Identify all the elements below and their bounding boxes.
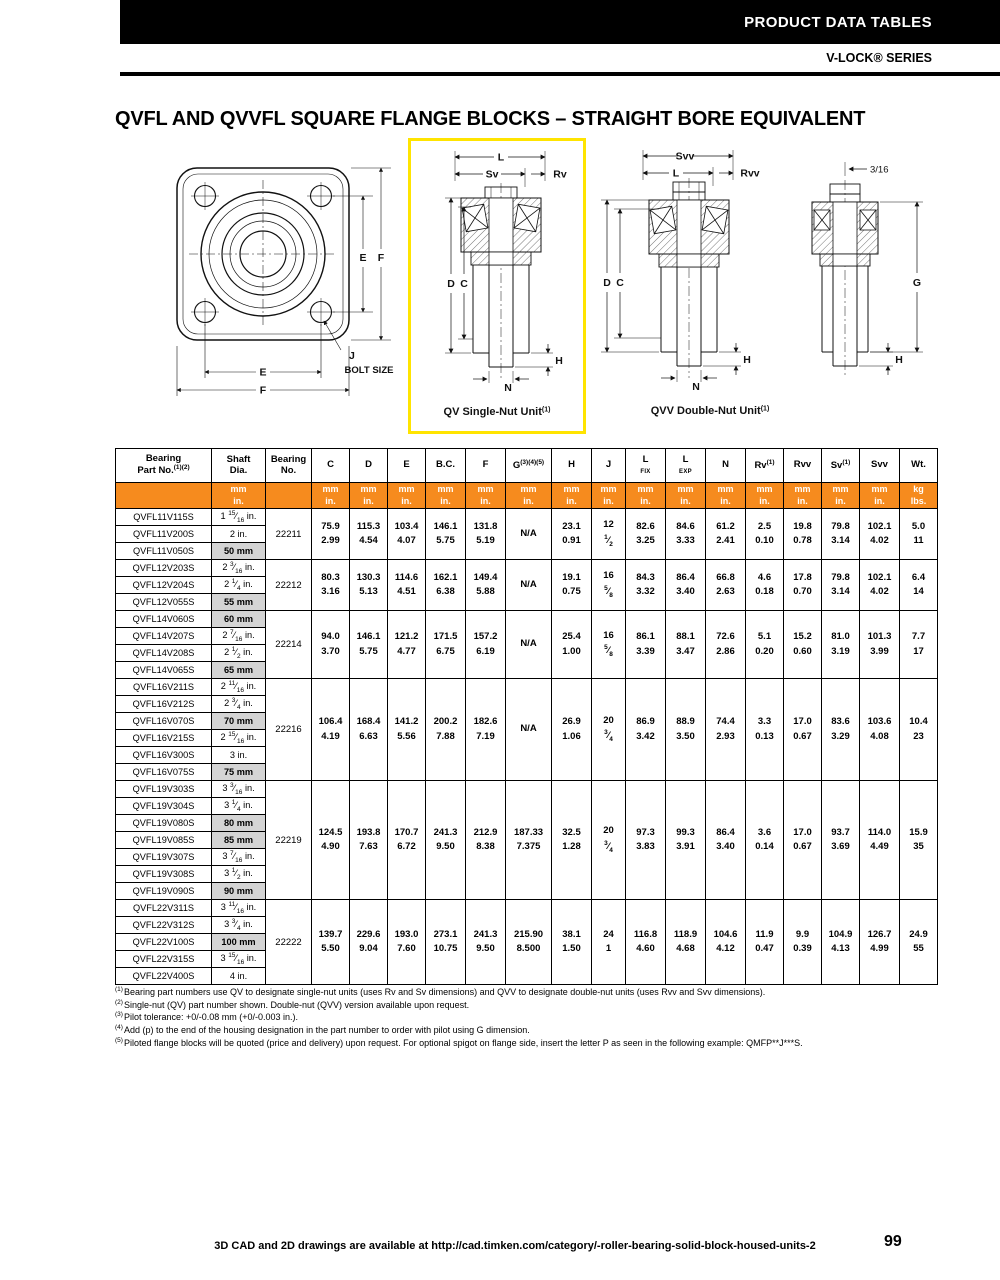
dim-Rv: 5.1 0.20 [746,611,784,679]
shaft-dia: 2 $^1⁄_2$ in. [212,645,266,662]
unit-header-N: mm in. [706,483,746,509]
top-bar-title: PRODUCT DATA TABLES [744,13,932,31]
dim-label-h4: H [895,354,903,366]
dim-D: 146.1 5.75 [350,611,388,679]
dim-E: 193.0 7.60 [388,900,426,985]
single-nut-caption: QV Single-Nut Unit$^{(1)}$ [443,406,551,418]
dim-G: 215.90 8.500 [506,900,552,985]
shaft-dia: 2 $^7⁄_{16}$ in. [212,628,266,645]
series-label: V-LOCK® SERIES [826,51,932,65]
top-black-bar [120,0,1000,44]
dim-E: 170.7 6.72 [388,781,426,900]
col-header-N: N [706,449,746,483]
col-header-G: $G^{(3)(4)(5)}$ [506,449,552,483]
dim-label-j: J [349,350,355,362]
dim-label-g: G [912,277,922,289]
double-nut-drawing [601,150,923,382]
dim-Wt: 7.7 17 [900,611,938,679]
shaft-dia: 2 $^{11}⁄_{16}$ in. [212,679,266,696]
dim-H: 32.5 1.28 [552,781,592,900]
dim-Lexp: 88.1 3.47 [666,611,706,679]
dim-Lfix: 86.9 3.42 [626,679,666,781]
dim-H: 25.4 1.00 [552,611,592,679]
col-header-Wt: Wt. [900,449,938,483]
flange-dimension-lines [177,168,391,396]
dim-F: 149.4 5.88 [466,560,506,611]
shaft-dia: 100 mm [212,934,266,951]
dim-C: 75.9 2.99 [312,509,350,560]
shaft-dia: 3 $^3⁄_4$ in. [212,917,266,934]
dim-Lfix: 116.8 4.60 [626,900,666,985]
dim-G: 187.33 7.375 [506,781,552,900]
dim-Wt: 5.0 11 [900,509,938,560]
part-number: QVFL11V200S [116,526,212,543]
part-number: QVFL16V075S [116,764,212,781]
part-number: QVFL19V304S [116,798,212,815]
dim-Rvv: 15.2 0.60 [784,611,822,679]
dim-label-n2: N [692,381,700,393]
bolt-size-label: BOLT SIZE [344,365,394,376]
shaft-dia: 2 in. [212,526,266,543]
dim-H: 26.9 1.06 [552,679,592,781]
part-number: QVFL19V307S [116,849,212,866]
col-header-Lexp: L EXP [666,449,706,483]
flange-front-view-diagram [117,146,405,431]
dim-J: 12 $^1⁄_2$ [592,509,626,560]
unit-header-C: mm in. [312,483,350,509]
shaft-dia: 2 $^3⁄_4$ in. [212,696,266,713]
dim-Svv: 102.1 4.02 [860,509,900,560]
shaft-dia: 60 mm [212,611,266,628]
dim-Wt: 15.9 35 [900,781,938,900]
dim-F: 241.3 9.50 [466,900,506,985]
dim-label-n: N [504,382,512,394]
unit-header-Lexp: mm in. [666,483,706,509]
dim-N: 72.6 2.86 [706,611,746,679]
shaft-dia: 85 mm [212,832,266,849]
col-header-D: D [350,449,388,483]
dim-Sv: 81.0 3.19 [822,611,860,679]
dim-H: 38.1 1.50 [552,900,592,985]
dim-J: 16 $^5⁄_8$ [592,560,626,611]
col-header-Rvv: Rvv [784,449,822,483]
dim-Rv: 4.6 0.18 [746,560,784,611]
unit-header-Rv: mm in. [746,483,784,509]
dim-Lfix: 82.6 3.25 [626,509,666,560]
dim-G: N/A [506,679,552,781]
single-nut-drawing [445,151,553,383]
footnote: $^{(2)}$Single-nut (QV) part number shown. Double-nut (QVV) version available upon request. [115,998,470,1010]
dim-Rvv: 17.0 0.67 [784,781,822,900]
dim-Sv: 83.6 3.29 [822,679,860,781]
col-header-E: E [388,449,426,483]
part-number: QVFL16V211S [116,679,212,696]
dim-Lfix: 97.3 3.83 [626,781,666,900]
col-header-part: Bearing Part No.$^{(1)(2)}$ [116,449,212,483]
dim-D: 193.8 7.63 [350,781,388,900]
unit-header-F: mm in. [466,483,506,509]
shaft-dia: 3 $^1⁄_4$ in. [212,798,266,815]
dim-E: 141.2 5.56 [388,679,426,781]
dim-label-h3: H [743,354,751,366]
col-header-brg: Bearing No. [266,449,312,483]
dim-F: 212.9 8.38 [466,781,506,900]
dim-label-rv: Rv [553,168,567,181]
shaft-dia: 50 mm [212,543,266,560]
dim-Sv: 79.8 3.14 [822,560,860,611]
col-header-J: J [592,449,626,483]
dim-Svv: 101.3 3.99 [860,611,900,679]
dim-label-f-side: F [377,252,385,264]
part-number: QVFL11V115S [116,509,212,526]
col-header-BC: B.C. [426,449,466,483]
part-number: QVFL19V090S [116,883,212,900]
col-header-C: C [312,449,350,483]
dim-D: 115.3 4.54 [350,509,388,560]
double-nut-diagram [593,140,937,430]
part-number: QVFL14V065S [116,662,212,679]
dim-N: 74.4 2.93 [706,679,746,781]
dim-Wt: 6.4 14 [900,560,938,611]
unit-header-H: mm in. [552,483,592,509]
part-number: QVFL22V400S [116,968,212,985]
dim-label-e-bottom: E [259,366,267,379]
shaft-dia: 2 $^1⁄_4$ in. [212,577,266,594]
dim-label-3-16: 3/16 [870,164,889,176]
dim-H: 19.1 0.75 [552,560,592,611]
dim-label-sv: Sv [485,168,499,181]
part-number: QVFL16V070S [116,713,212,730]
dim-J: 24 1 [592,900,626,985]
part-number: QVFL16V300S [116,747,212,764]
dim-Lexp: 86.4 3.40 [666,560,706,611]
part-number: QVFL22V315S [116,951,212,968]
footnote: $^{(3)}$Pilot tolerance: +0/-0.08 mm (+0/-0.003 in.). [115,1011,299,1023]
part-number: QVFL19V085S [116,832,212,849]
part-number: QVFL14V207S [116,628,212,645]
dim-Lexp: 84.6 3.33 [666,509,706,560]
unit-header-J: mm in. [592,483,626,509]
dim-C: 124.5 4.90 [312,781,350,900]
dim-Sv: 79.8 3.14 [822,509,860,560]
dim-N: 66.8 2.63 [706,560,746,611]
dim-BC: 273.1 10.75 [426,900,466,985]
dim-label-svv: Svv [675,150,695,163]
shaft-dia: 65 mm [212,662,266,679]
part-number: QVFL12V203S [116,560,212,577]
dim-D: 229.6 9.04 [350,900,388,985]
pilot-detail-drawing [812,162,923,378]
dim-Svv: 114.0 4.49 [860,781,900,900]
bearing-no: 22212 [266,560,312,611]
dim-label-rvv: Rvv [740,167,760,180]
dim-F: 131.8 5.19 [466,509,506,560]
diagrams-section [115,138,937,438]
single-nut-diagram [411,141,583,431]
bearing-no: 22222 [266,900,312,985]
dim-C: 106.4 4.19 [312,679,350,781]
footnote: $^{(1)}$Bearing part numbers use QV to designate single-nut units (uses Rv and Sv dimensions) and QVV to designate double-nut units (uses Rvv and Svv dimensions). [115,986,766,997]
dim-N: 104.6 4.12 [706,900,746,985]
part-number: QVFL12V204S [116,577,212,594]
col-header-Svv: Svv [860,449,900,483]
shaft-dia: 75 mm [212,764,266,781]
part-number: QVFL19V080S [116,815,212,832]
dim-label-c: C [460,278,468,290]
footnote: $^{(5)}$Piloted flange blocks will be quoted (price and delivery) upon request. For optional spigot on flange side, insert the letter P as seen in the following example: QMFP**J***S. [115,1036,803,1048]
unit-header-D: mm in. [350,483,388,509]
table-section [115,448,937,985]
part-number: QVFL22V311S [116,900,212,917]
part-number: QVFL16V212S [116,696,212,713]
part-number: QVFL22V312S [116,917,212,934]
dim-label-f-bottom: F [259,384,267,397]
dim-BC: 241.3 9.50 [426,781,466,900]
dim-Wt: 10.4 23 [900,679,938,781]
dim-Svv: 102.1 4.02 [860,560,900,611]
shaft-dia: 90 mm [212,883,266,900]
dim-Rvv: 17.8 0.70 [784,560,822,611]
part-number: QVFL14V208S [116,645,212,662]
dim-Wt: 24.9 55 [900,900,938,985]
dim-D: 168.4 6.63 [350,679,388,781]
shaft-dia: 4 in. [212,968,266,985]
shaft-dia: 55 mm [212,594,266,611]
dim-E: 103.4 4.07 [388,509,426,560]
dim-Sv: 93.7 3.69 [822,781,860,900]
bearing-no: 22219 [266,781,312,900]
unit-header-Svv: mm in. [860,483,900,509]
unit-header-Sv: mm in. [822,483,860,509]
dim-G: N/A [506,560,552,611]
shaft-dia: 3 $^{11}⁄_{16}$ in. [212,900,266,917]
dim-Rv: 2.5 0.10 [746,509,784,560]
part-number: QVFL19V303S [116,781,212,798]
flange-outline [177,168,391,396]
part-number: QVFL12V055S [116,594,212,611]
shaft-dia: 80 mm [212,815,266,832]
dim-label-h: H [555,355,563,367]
dim-D: 130.3 5.13 [350,560,388,611]
shaft-dia: 70 mm [212,713,266,730]
dim-Rvv: 19.8 0.78 [784,509,822,560]
dim-N: 61.2 2.41 [706,509,746,560]
dim-E: 121.2 4.77 [388,611,426,679]
double-nut-caption: QVV Double-Nut Unit$^{(1)}$ [650,405,770,417]
shaft-dia: 3 $^7⁄_{16}$ in. [212,849,266,866]
dim-Lexp: 99.3 3.91 [666,781,706,900]
dim-Svv: 103.6 4.08 [860,679,900,781]
col-header-F: F [466,449,506,483]
shaft-dia: 3 in. [212,747,266,764]
page-title: QVFL AND QVVFL SQUARE FLANGE BLOCKS – STRAIGHT BORE EQUIVALENT [115,108,866,130]
unit-header-G: mm in. [506,483,552,509]
dim-label-d2: D [603,277,611,289]
dim-Rv: 11.9 0.47 [746,900,784,985]
dim-Rv: 3.6 0.14 [746,781,784,900]
dim-BC: 200.2 7.88 [426,679,466,781]
part-number: QVFL14V060S [116,611,212,628]
bearing-no: 22216 [266,679,312,781]
footer-cad-note: 3D CAD and 2D drawings are available at http://cad.timken.com/category/-roller-bearing-solid-block-housed-units-2 [214,1240,816,1252]
col-header-dia: Shaft Dia. [212,449,266,483]
dim-Lfix: 86.1 3.39 [626,611,666,679]
dim-label-e-side: E [359,252,367,264]
col-header-Lfix: L FIX [626,449,666,483]
shaft-dia: 3 $^3⁄_{16}$ in. [212,781,266,798]
dim-C: 94.0 3.70 [312,611,350,679]
dim-Sv: 104.9 4.13 [822,900,860,985]
shaft-dia: 2 $^{15}⁄_{16}$ in. [212,730,266,747]
dim-label-l: L [497,151,505,164]
dim-C: 139.7 5.50 [312,900,350,985]
dim-Lexp: 118.9 4.68 [666,900,706,985]
unit-header-brg [266,483,312,509]
dim-Rvv: 17.0 0.67 [784,679,822,781]
dim-J: 20 $^3⁄_4$ [592,679,626,781]
footnotes [115,986,937,1049]
unit-header-part [116,483,212,509]
dim-C: 80.3 3.16 [312,560,350,611]
unit-header-Rvv: mm in. [784,483,822,509]
dim-label-l2: L [672,167,680,180]
dim-Rv: 3.3 0.13 [746,679,784,781]
page-number: 99 [884,1233,902,1250]
dim-F: 182.6 7.19 [466,679,506,781]
col-header-Sv: Sv$^{(1)}$ [822,449,860,483]
part-number: QVFL22V100S [116,934,212,951]
unit-header-Lfix: mm in. [626,483,666,509]
dim-G: N/A [506,509,552,560]
dim-BC: 162.1 6.38 [426,560,466,611]
shaft-dia: 3 $^1⁄_2$ in. [212,866,266,883]
col-header-Rv: Rv$^{(1)}$ [746,449,784,483]
dim-E: 114.6 4.51 [388,560,426,611]
shaft-dia: 3 $^{15}⁄_{16}$ in. [212,951,266,968]
unit-header-E: mm in. [388,483,426,509]
part-number: QVFL19V308S [116,866,212,883]
shaft-dia: 1 $^{15}⁄_{16}$ in. [212,509,266,526]
dim-J: 16 $^5⁄_8$ [592,611,626,679]
bearing-no: 22214 [266,611,312,679]
footnote: $^{(4)}$Add (p) to the end of the housing designation in the part number to order with pilot using G dimension. [115,1024,530,1036]
dim-H: 23.1 0.91 [552,509,592,560]
dim-label-d: D [447,278,455,290]
dim-BC: 146.1 5.75 [426,509,466,560]
unit-header-Wt: kg lbs. [900,483,938,509]
part-number: QVFL16V215S [116,730,212,747]
unit-header-BC: mm in. [426,483,466,509]
dim-F: 157.2 6.19 [466,611,506,679]
unit-header-dia: mm in. [212,483,266,509]
bearing-no: 22211 [266,509,312,560]
shaft-dia: 2 $^3⁄_{16}$ in. [212,560,266,577]
dim-Lfix: 84.3 3.32 [626,560,666,611]
col-header-H: H [552,449,592,483]
dim-Lexp: 88.9 3.50 [666,679,706,781]
single-nut-highlight-box [408,138,586,434]
dim-Svv: 126.7 4.99 [860,900,900,985]
dim-N: 86.4 3.40 [706,781,746,900]
dim-label-c2: C [616,277,624,289]
dim-J: 20 $^3⁄_4$ [592,781,626,900]
dim-BC: 171.5 6.75 [426,611,466,679]
dim-G: N/A [506,611,552,679]
part-number: QVFL11V050S [116,543,212,560]
product-table [115,448,938,985]
series-rule [120,72,1000,76]
dim-Rvv: 9.9 0.39 [784,900,822,985]
